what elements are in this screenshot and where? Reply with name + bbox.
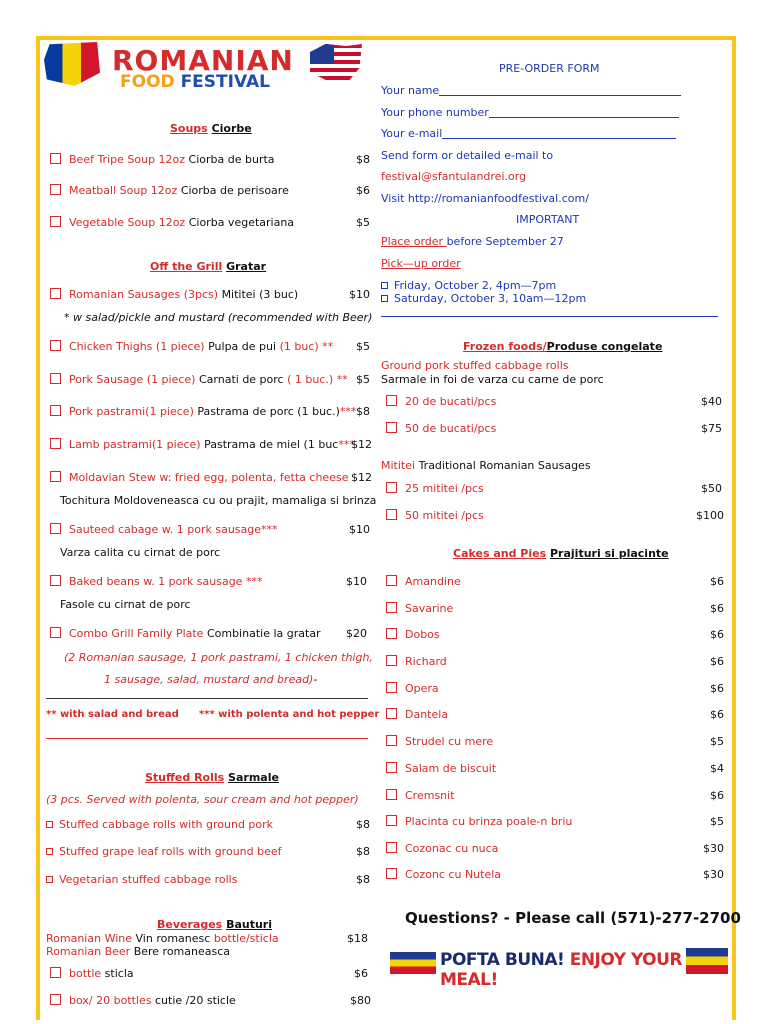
checkbox[interactable]	[50, 216, 61, 227]
item-price: $6	[354, 967, 368, 980]
checkbox[interactable]	[50, 373, 61, 384]
item-price: $10	[346, 575, 367, 588]
item-price: $8	[356, 153, 370, 166]
checkbox[interactable]	[50, 184, 61, 195]
cake-label: Strudel cu mere	[405, 735, 494, 748]
legend-salad: ** with salad and bread	[46, 709, 179, 720]
item-note: * w salad/pickle and mustard (recommended with Beer)	[64, 311, 373, 324]
item-price: $5	[710, 815, 724, 828]
important-label: IMPORTANT	[516, 213, 580, 226]
romania-flag-icon	[44, 42, 100, 86]
checkbox[interactable]	[386, 815, 397, 826]
item-price: $18	[347, 932, 368, 945]
item-price: $5	[356, 340, 370, 353]
item-price: $6	[710, 602, 724, 615]
grill-header: Off the Grill Gratar	[150, 260, 267, 273]
item-price: $6	[710, 708, 724, 721]
checkbox[interactable]	[386, 789, 397, 800]
menu-item[interactable]: Combo Grill Family Plate Combinatie la gratar	[50, 627, 321, 640]
item-price: $12	[351, 471, 372, 484]
item-subtitle: Varza calita cu cirnat de porc	[60, 546, 221, 559]
combo-note: 1 sausage, salad, mustard and bread)-	[104, 673, 318, 686]
cake-label: Opera	[405, 682, 439, 695]
item-price: $20	[346, 627, 367, 640]
checkbox[interactable]	[50, 575, 61, 586]
send-email-link[interactable]: festival@sfantulandrei.org	[381, 170, 527, 183]
cakes-header: Cakes and Pies Prajituri si placinte	[453, 547, 669, 560]
pickup-label: Pick—up order	[381, 257, 461, 270]
menu-item[interactable]: Pork pastrami(1 piece) Pastrama de porc (1 buc.)***	[50, 405, 356, 418]
checkbox[interactable]	[386, 682, 397, 693]
wine-line: Romanian Wine Vin romanesc bottle/sticla	[46, 932, 279, 945]
beverages-header: Beverages Bauturi	[157, 918, 272, 931]
name-input[interactable]	[439, 95, 681, 96]
festival-logo	[44, 42, 362, 98]
item-price: $80	[350, 994, 371, 1007]
item-price: $8	[356, 405, 370, 418]
divider	[46, 738, 368, 739]
divider	[381, 316, 718, 317]
cake-label: Amandine	[405, 575, 461, 588]
item-price: $6	[710, 575, 724, 588]
frozen-header: Frozen foods/Produse congelate	[463, 340, 663, 353]
cake-item[interactable]	[386, 842, 498, 855]
checkbox[interactable]	[50, 523, 61, 534]
mititei-title: Mititei Traditional Romanian Sausages	[381, 459, 591, 472]
checkbox[interactable]	[46, 848, 53, 855]
item-price: $10	[349, 523, 370, 536]
item-subtitle: Fasole cu cirnat de porc	[60, 598, 191, 611]
checkbox[interactable]	[386, 422, 397, 433]
soups-header: Soups Ciorbe	[170, 122, 252, 135]
checkbox[interactable]	[386, 628, 397, 639]
checkbox[interactable]	[386, 509, 397, 520]
item-price: $40	[701, 395, 722, 408]
cake-item[interactable]	[386, 655, 447, 668]
flag-stripes-icon	[686, 948, 728, 974]
item-price: $8	[356, 818, 370, 831]
form-title: PRE-ORDER FORM	[499, 62, 600, 75]
menu-item[interactable]: 50 mititei /pcs	[386, 509, 484, 522]
item-price: $6	[710, 789, 724, 802]
checkbox[interactable]	[386, 735, 397, 746]
item-price: $100	[696, 509, 724, 522]
cabbage-title: Ground pork stuffed cabbage rolls	[381, 359, 569, 372]
item-subtitle: Tochitura Moldoveneasca cu ou prajit, mamaliga si brinza	[60, 494, 377, 507]
item-price: $12	[351, 438, 372, 451]
item-price: $50	[701, 482, 722, 495]
cake-item[interactable]	[386, 575, 461, 588]
legend-polenta: *** with polenta and hot pepper	[199, 709, 380, 720]
enjoy-meal-banner: POFTA BUNA! ENJOY YOUR MEAL!	[390, 944, 728, 980]
checkbox[interactable]	[50, 438, 61, 449]
cake-item[interactable]	[386, 735, 493, 748]
email-input[interactable]	[442, 138, 676, 139]
item-price: $5	[356, 373, 370, 386]
cake-label: Salam de biscuit	[405, 762, 497, 775]
menu-item[interactable]: 20 de bucati/pcs	[386, 395, 496, 408]
item-price: $5	[710, 735, 724, 748]
logo-subtitle: FOOD FESTIVAL	[120, 72, 270, 92]
checkbox[interactable]	[50, 967, 61, 978]
cake-item[interactable]	[386, 868, 501, 881]
item-price: $6	[710, 682, 724, 695]
item-price: $6	[710, 628, 724, 641]
item-price: $75	[701, 422, 722, 435]
menu-item[interactable]: Meatball Soup 12oz Ciorba de perisoare	[50, 184, 289, 197]
checkbox[interactable]	[46, 821, 53, 828]
checkbox[interactable]	[381, 295, 388, 302]
checkbox[interactable]	[386, 842, 397, 853]
checkbox[interactable]	[46, 876, 53, 883]
menu-item[interactable]: Vegetarian stuffed cabbage rolls	[46, 873, 237, 886]
checkbox[interactable]	[386, 395, 397, 406]
logo-title: ROMANIAN	[112, 44, 294, 77]
menu-item[interactable]: Beef Tripe Soup 12oz Ciorba de burta	[50, 153, 275, 166]
item-price: $30	[703, 868, 724, 881]
flag-stripes-icon	[390, 952, 436, 974]
checkbox[interactable]	[50, 471, 61, 482]
cake-item[interactable]	[386, 682, 439, 695]
contact-phone: Questions? - Please call (571)-277-2700	[405, 909, 741, 927]
checkbox[interactable]	[386, 708, 397, 719]
cake-item[interactable]	[386, 708, 448, 721]
menu-item[interactable]: Vegetable Soup 12oz Ciorba vegetariana	[50, 216, 294, 229]
menu-item[interactable]: Lamb pastrami(1 piece) Pastrama de miel (1 buc***	[50, 438, 355, 451]
menu-item[interactable]: Stuffed grape leaf rolls with ground beef	[46, 845, 282, 858]
menu-item[interactable]: box/ 20 bottles cutie /20 sticle	[50, 994, 236, 1007]
item-price: $4	[710, 762, 724, 775]
menu-item[interactable]: Stuffed cabbage rolls with ground pork	[46, 818, 273, 831]
cake-label: Cremsnit	[405, 789, 455, 802]
item-price: $8	[356, 873, 370, 886]
cake-item[interactable]	[386, 762, 496, 775]
item-price: $8	[356, 845, 370, 858]
name-field[interactable]: Your name	[381, 84, 681, 97]
divider	[46, 698, 368, 699]
cake-label: Richard	[405, 655, 447, 668]
menu-item[interactable]: Chicken Thighs (1 piece) Pulpa de pui (1 buc) **	[50, 340, 333, 353]
cake-item[interactable]	[386, 628, 440, 641]
beer-line: Romanian Beer Bere romaneasca	[46, 945, 231, 958]
website-link[interactable]: Visit http://romanianfoodfestival.com/	[381, 192, 589, 205]
menu-item[interactable]: 25 mititei /pcs	[386, 482, 484, 495]
checkbox[interactable]	[50, 405, 61, 416]
menu-item[interactable]: Romanian Sausages (3pcs) Mititei (3 buc)	[50, 288, 298, 301]
item-price: $5	[356, 216, 370, 229]
cake-label: Dantela	[405, 708, 449, 721]
phone-field[interactable]: Your phone number	[381, 106, 679, 119]
item-price: $10	[349, 288, 370, 301]
checkbox[interactable]	[50, 340, 61, 351]
place-order-deadline: Place order before September 27	[381, 235, 564, 248]
menu-item[interactable]: Sauteed cabage w. 1 pork sausage***	[50, 523, 278, 536]
checkbox[interactable]	[50, 288, 61, 299]
combo-note: (2 Romanian sausage, 1 pork pastrami, 1 chicken thigh,	[64, 651, 373, 664]
cake-item[interactable]	[386, 789, 455, 802]
cake-label: Placinta cu brinza poale-n briu	[405, 815, 573, 828]
cake-label: Dobos	[405, 628, 440, 641]
checkbox[interactable]	[386, 762, 397, 773]
menu-item[interactable]: 50 de bucati/pcs	[386, 422, 496, 435]
checkbox[interactable]	[50, 153, 61, 164]
cake-label: Savarine	[405, 602, 454, 615]
checkbox[interactable]	[386, 868, 397, 879]
checkbox[interactable]	[50, 627, 61, 638]
menu-item[interactable]: Pork Sausage (1 piece) Carnati de porc ( 1 buc.) **	[50, 373, 348, 386]
rolls-note: (3 pcs. Served with polenta, sour cream and hot pepper)	[46, 793, 359, 806]
checkbox[interactable]	[386, 602, 397, 613]
menu-item[interactable]: Baked beans w. 1 pork sausage ***	[50, 575, 262, 588]
menu-item[interactable]: Moldavian Stew w: fried egg, polenta, fetta cheese	[50, 471, 348, 484]
checkbox[interactable]	[386, 575, 397, 586]
cake-label: Cozonc cu Nutela	[405, 868, 502, 881]
phone-input[interactable]	[489, 117, 679, 118]
cake-label: Cozonac cu nuca	[405, 842, 499, 855]
checkbox[interactable]	[386, 482, 397, 493]
pickup-friday: Friday, October 2, 4pm—7pm	[381, 279, 556, 292]
rolls-header: Stuffed Rolls Sarmale	[145, 771, 279, 784]
item-price: $30	[703, 842, 724, 855]
checkbox[interactable]	[50, 994, 61, 1005]
email-field[interactable]: Your e-mail	[381, 127, 676, 140]
send-instruction: Send form or detailed e-mail to	[381, 149, 554, 162]
usa-flag-icon	[310, 44, 362, 84]
pickup-saturday: Saturday, October 3, 10am—12pm	[381, 292, 586, 305]
item-price: $6	[710, 655, 724, 668]
checkbox[interactable]	[381, 282, 388, 289]
cabbage-ro: Sarmale in foi de varza cu carne de porc	[381, 373, 604, 386]
item-price: $6	[356, 184, 370, 197]
cake-item[interactable]	[386, 815, 572, 828]
checkbox[interactable]	[386, 655, 397, 666]
menu-item[interactable]: bottle sticla	[50, 967, 134, 980]
cake-item[interactable]	[386, 602, 453, 615]
